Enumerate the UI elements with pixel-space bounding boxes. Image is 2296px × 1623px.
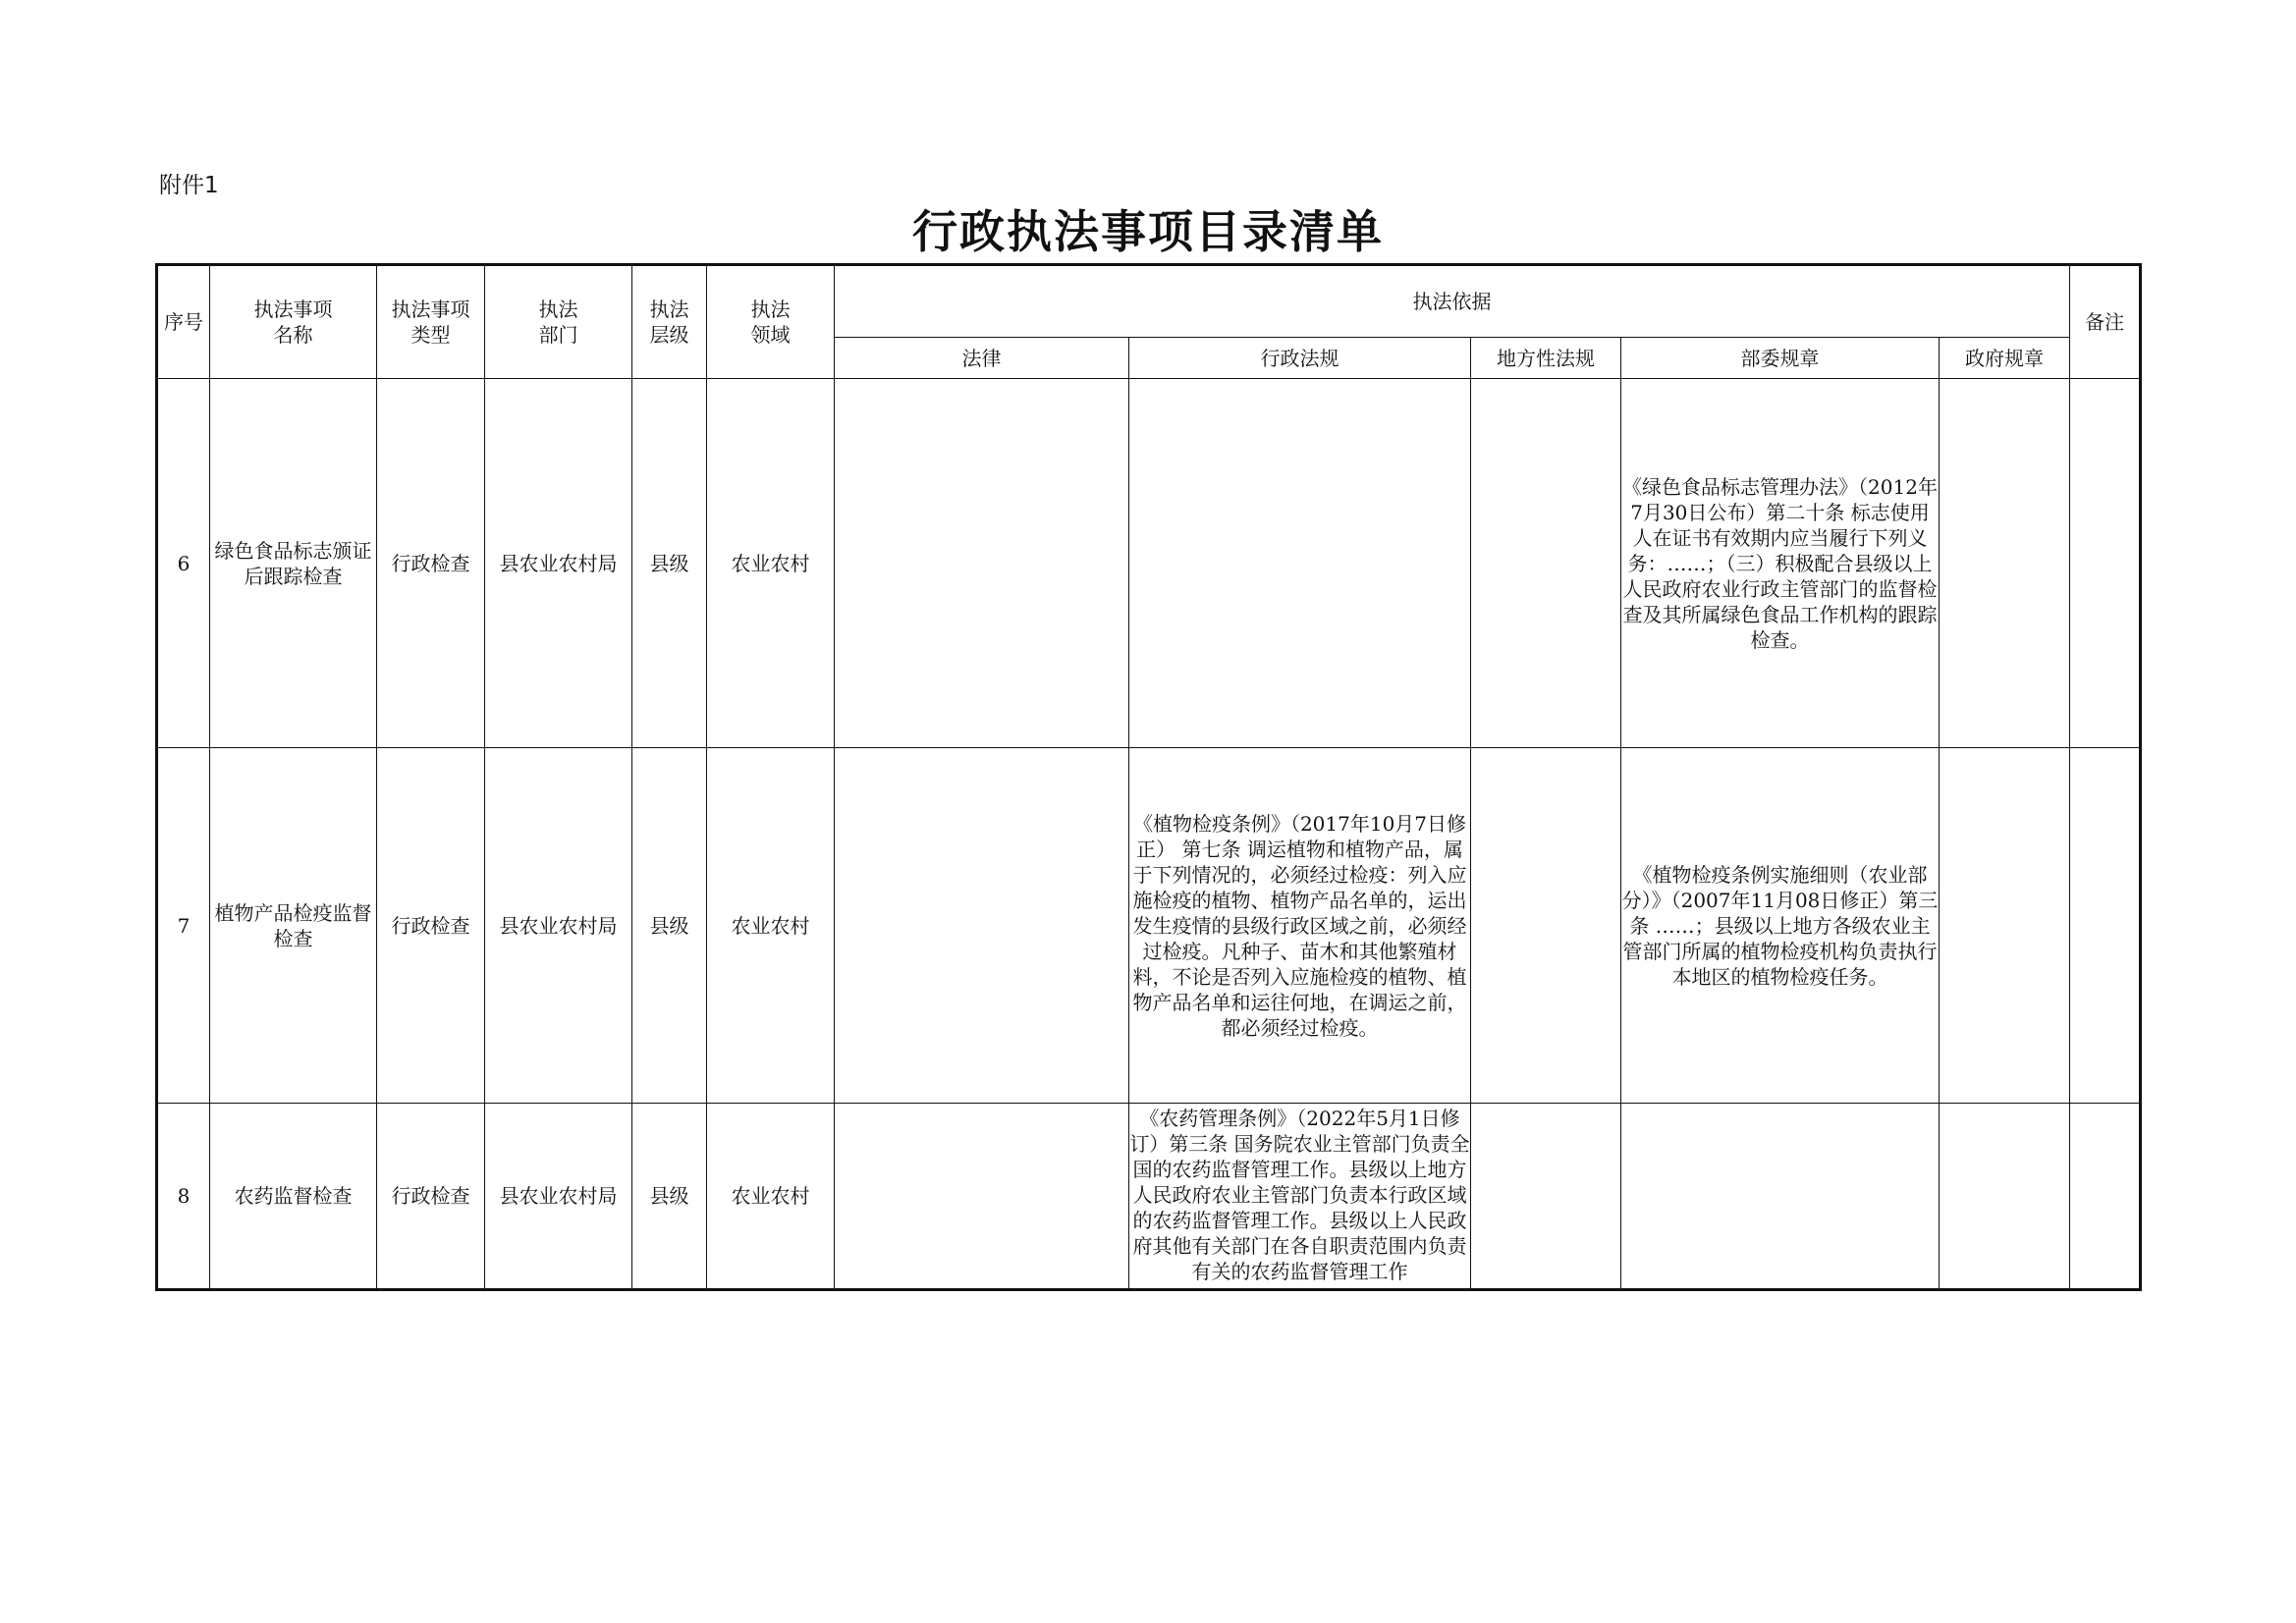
header-remark: 备注 [2070,265,2141,379]
header-seq: 序号 [157,265,210,379]
cell-dept-rule [1621,1104,1940,1290]
cell-remark [2070,748,2141,1104]
cell-field: 农业农村 [707,379,835,748]
cell-local-reg [1471,1104,1621,1290]
cell-admin-reg: 《农药管理条例》（2022年5月1日修订）第三条 国务院农业主管部门负责全国的农药监督管理工作。县级以上地方人民政府农业主管部门负责本行政区域的农药监督管理工作。县级以上人民政府其他有关部门在各自职责范围内负责有关的农药监督管理工作 [1129,1104,1471,1290]
cell-law [835,748,1129,1104]
header-gov-rule: 政府规章 [1940,338,2070,379]
header-local-reg: 地方性法规 [1471,338,1621,379]
header-type: 执法事项 类型 [377,265,485,379]
attachment-label: 附件1 [159,173,219,198]
header-field: 执法 领域 [707,265,835,379]
cell-dept: 县农业农村局 [485,379,632,748]
header-dept: 执法 部门 [485,265,632,379]
cell-dept: 县农业农村局 [485,748,632,1104]
cell-law [835,379,1129,748]
cell-admin-reg: 《植物检疫条例》（2017年10月7日修正） 第七条 调运植物和植物产品，属于下列情况的，必须经过检疫：列入应施检疫的植物、植物产品名单的，运出发生疫情的县级行政区域之前，必须经过检疫。凡种子、苗木和其他繁殖材料，不论是否列入应施检疫的植物、植物产品名单和运往何地，在调运之前，都必须经过检疫。 [1129,748,1471,1104]
cell-gov-rule [1940,379,2070,748]
cell-local-reg [1471,748,1621,1104]
cell-gov-rule [1940,1104,2070,1290]
table-row [157,1104,2141,1290]
header-dept-rule: 部委规章 [1621,338,1940,379]
cell-level: 县级 [632,1104,707,1290]
table-row [157,748,2141,1104]
cell-seq: 7 [157,748,210,1104]
cell-type: 行政检查 [377,1104,485,1290]
cell-law [835,1104,1129,1290]
cell-name: 农药监督检查 [210,1104,377,1290]
cell-type: 行政检查 [377,379,485,748]
cell-remark [2070,1104,2141,1290]
header-basis: 执法依据 [835,265,2070,338]
cell-local-reg [1471,379,1621,748]
cell-name: 植物产品检疫监督检查 [210,748,377,1104]
cell-field: 农业农村 [707,1104,835,1290]
cell-dept: 县农业农村局 [485,1104,632,1290]
cell-field: 农业农村 [707,748,835,1104]
table-row [157,379,2141,748]
page-title: 行政执法事项目录清单 [912,205,1384,258]
header-row-1 [157,265,2141,338]
header-level: 执法 层级 [632,265,707,379]
enforcement-catalog-table [155,263,2142,1291]
cell-seq: 6 [157,379,210,748]
cell-seq: 8 [157,1104,210,1290]
header-admin-reg: 行政法规 [1129,338,1471,379]
cell-gov-rule [1940,748,2070,1104]
header-name: 执法事项 名称 [210,265,377,379]
cell-type: 行政检查 [377,748,485,1104]
cell-level: 县级 [632,748,707,1104]
cell-remark [2070,379,2141,748]
cell-dept-rule: 《植物检疫条例实施细则（农业部分）》（2007年11月08日修正）第三条 ……；县级以上地方各级农业主管部门所属的植物检疫机构负责执行本地区的植物检疫任务。 [1621,748,1940,1104]
cell-dept-rule: 《绿色食品标志管理办法》（2012年7月30日公布）第二十条 标志使用人在证书有效期内应当履行下列义务：……；（三）积极配合县级以上人民政府农业行政主管部门的监督检查及其所属绿色食品工作机构的跟踪检查。 [1621,379,1940,748]
cell-level: 县级 [632,379,707,748]
header-law: 法律 [835,338,1129,379]
cell-admin-reg [1129,379,1471,748]
cell-name: 绿色食品标志颁证后跟踪检查 [210,379,377,748]
